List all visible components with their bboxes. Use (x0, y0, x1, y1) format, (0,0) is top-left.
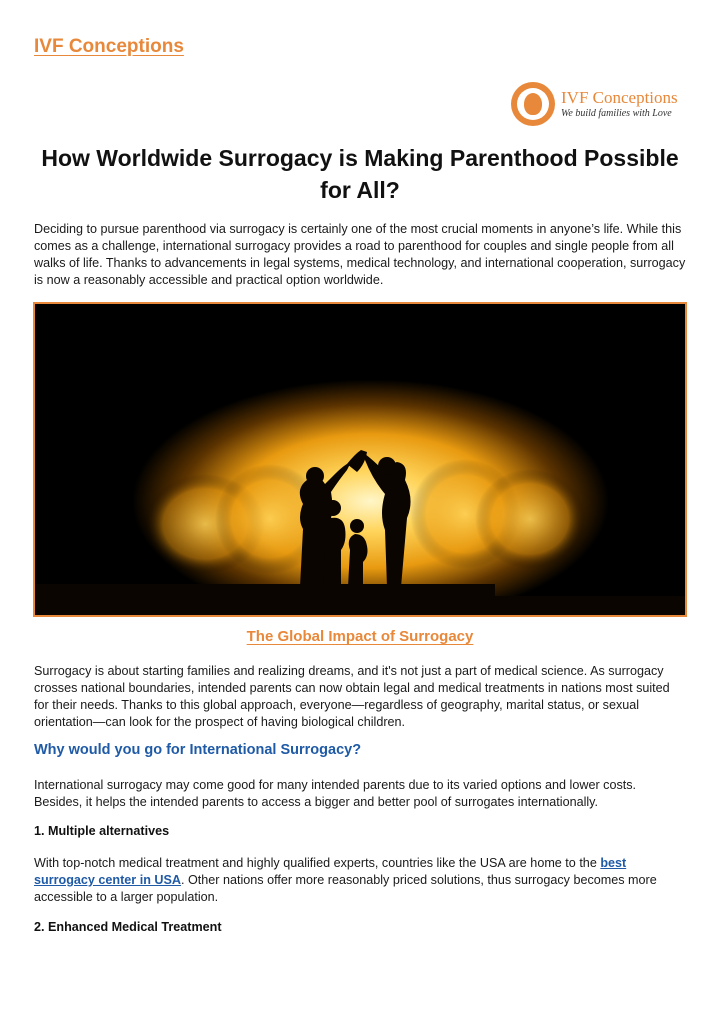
international-surrogacy-heading: Why would you go for International Surrogacy? (34, 742, 362, 758)
best-surrogacy-center-link[interactable]: best surrogacy center in USA (34, 856, 627, 887)
hero-image (33, 302, 687, 617)
point-enhanced-medical-heading: 2. Enhanced Medical Treatment (34, 920, 222, 934)
logo-tagline: We build families with Love (561, 108, 672, 119)
intro-paragraph: Deciding to pursue parenthood via surrogacy is certainly one of the most crucial moments in anyone’s life. While this comes as a challenge, international surrogacy provides a road to parenthood for couples and single people from all walks of life. Thanks to advancements in legal systems, medical technology, and international cooperation, surrogacy is now a reasonably accessible and practical option worldwide. (34, 222, 686, 287)
multiple-alternatives-paragraph (34, 855, 686, 906)
page-title: How Worldwide Surrogacy is Making Parenthood Possible for All? (41, 145, 679, 203)
multiple-alternatives-text-before: With top-notch medical treatment and highly qualified experts, countries like the USA are home to the (34, 856, 601, 870)
multiple-alternatives-text-after: . Other nations offer more reasonably priced solutions, thus surrogacy becomes more accessible to a larger population. (34, 873, 657, 904)
logo-mark-icon (511, 82, 555, 126)
family-silhouette-image (35, 304, 685, 615)
global-impact-paragraph: Surrogacy is about starting families and realizing dreams, and it's not just a part of medical science. As surrogacy crosses national boundaries, intended parents can now obtain legal and medical treatments in nations most suited for their needs. Thanks to this global approach, everyone—regardless of geography, marital status, or sexual orientation—can look for the prospect of having biological children. (34, 664, 670, 729)
point-multiple-alternatives-heading: 1. Multiple alternatives (34, 824, 170, 838)
logo (511, 77, 691, 131)
section-global-impact-title[interactable]: The Global Impact of Surrogacy (246, 628, 474, 645)
brand-link[interactable]: IVF Conceptions (34, 36, 184, 57)
logo-name: IVF Conceptions (561, 88, 678, 107)
international-surrogacy-paragraph: International surrogacy may come good for many intended parents due to its varied options and lower costs. Besides, it helps the intended parents to access a bigger and better pool of surrogates internationally. (34, 778, 637, 809)
